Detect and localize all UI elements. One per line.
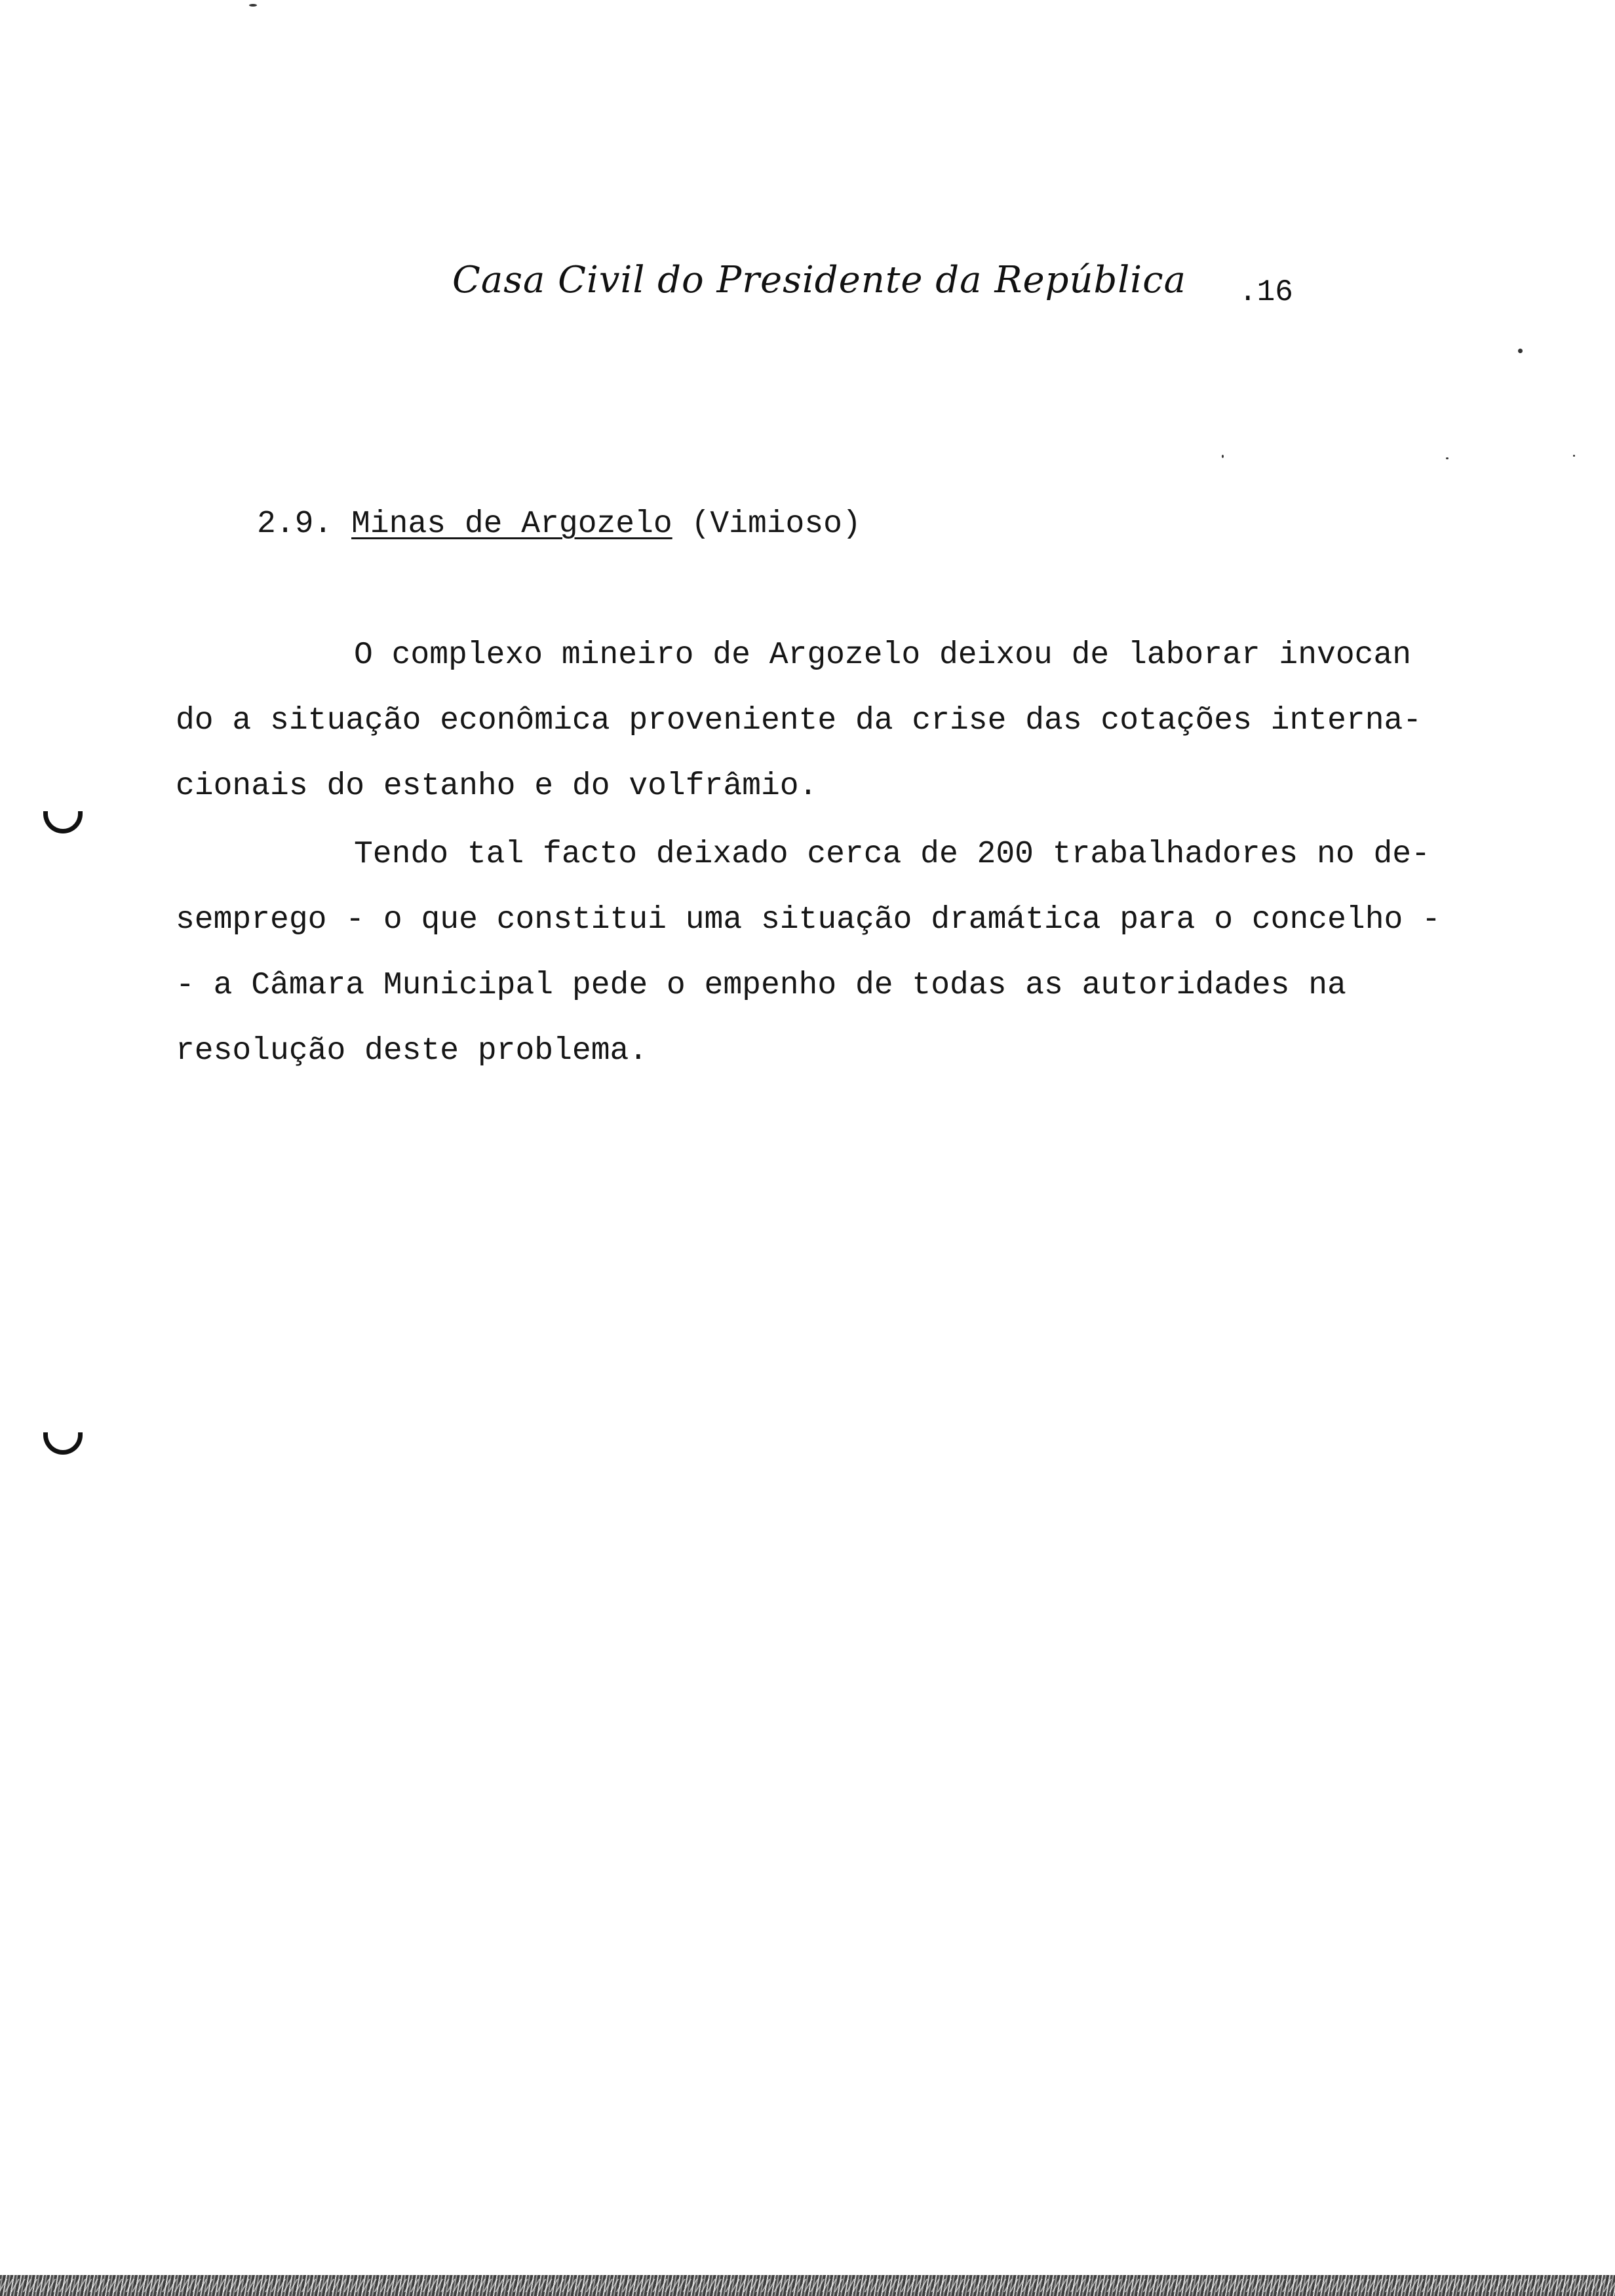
section-title: Minas de Argozelo xyxy=(351,507,672,542)
paragraph-line: - a Câmara Municipal pede o empenho de todas as autoridades na xyxy=(176,968,1346,1003)
scan-edge-noise-overlay xyxy=(0,2279,1615,2292)
page-number: .16 xyxy=(1239,275,1293,309)
section-location: (Vimioso) xyxy=(691,507,861,542)
section-number: 2.9. xyxy=(257,507,333,542)
paragraph-line: O complexo mineiro de Argozelo deixou de laborar invocan xyxy=(354,638,1412,673)
scan-speck xyxy=(1573,455,1575,457)
paragraph-line: Tendo tal facto deixado cerca de 200 trabalhadores no de- xyxy=(354,837,1430,872)
letterhead: Casa Civil do Presidente da República xyxy=(452,259,1186,301)
scan-speck xyxy=(1446,457,1449,459)
punch-hole-mark xyxy=(43,1432,83,1455)
punch-hole-mark xyxy=(43,811,83,833)
scan-speck xyxy=(249,4,257,7)
paragraph-line: do a situação econômica proveniente da crise das cotações interna- xyxy=(176,703,1422,738)
scan-speck xyxy=(1518,349,1523,353)
scan-speck xyxy=(1222,455,1224,458)
paragraph-line: cionais do estanho e do volfrâmio. xyxy=(176,769,818,804)
paragraph-line: semprego - o que constitui uma situação dramática para o concelho - xyxy=(176,902,1441,938)
section-heading xyxy=(257,508,861,540)
paragraph-line: resolução deste problema. xyxy=(176,1033,648,1069)
